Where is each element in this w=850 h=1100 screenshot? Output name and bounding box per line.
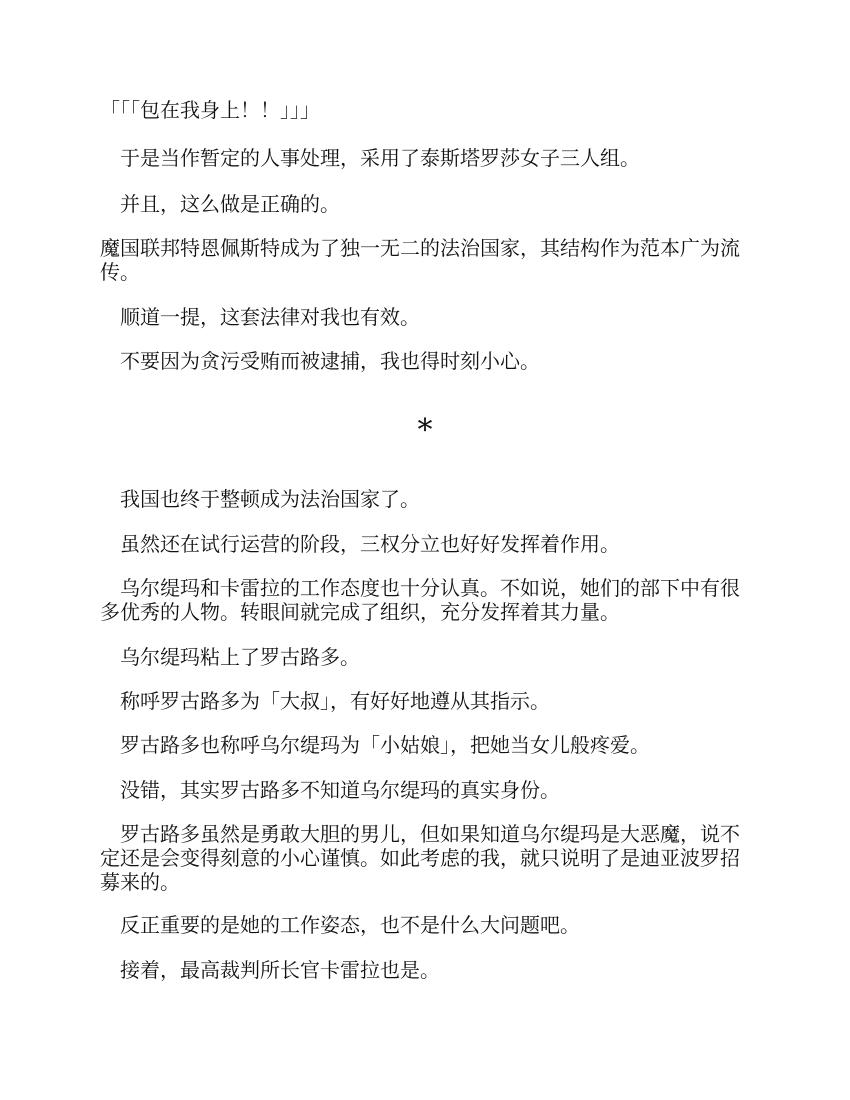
paragraph: 虽然还在试行运营的阶段，三权分立也好好发挥着作用。: [100, 532, 620, 556]
paragraph: 乌尔缇玛和卡雷拉的工作态度也十分认真。不如说，她们的部下中有很多优秀的人物。转眼间就完成了组织，充分发挥着其力量。: [100, 576, 740, 624]
section-divider: *: [417, 413, 433, 448]
paragraph: 不要因为贪污受贿而被逮捕，我也得时刻小心。: [100, 349, 540, 373]
paragraph: 并且，这么做是正确的。: [100, 192, 340, 216]
paragraph: 我国也终于整顿成为法治国家了。: [100, 487, 420, 511]
paragraph: 魔国联邦特恩佩斯特成为了独一无二的法治国家，其结构作为范本广为流传。: [100, 236, 740, 284]
paragraph: 称呼罗古路多为「大叔」，有好好地遵从其指示。: [100, 689, 550, 713]
paragraph: 接着，最高裁判所长官卡雷拉也是。: [100, 958, 440, 982]
paragraph: 顺道一提，这套法律对我也有效。: [100, 305, 420, 329]
paragraph: 反正重要的是她的工作姿态，也不是什么大问题吧。: [100, 913, 580, 937]
paragraph: 没错，其实罗古路多不知道乌尔缇玛的真实身份。: [100, 778, 560, 802]
paragraph: 罗古路多也称呼乌尔缇玛为「小姑娘」，把她当女儿般疼爱。: [100, 733, 650, 757]
paragraph: 于是当作暂定的人事处理，采用了泰斯塔罗莎女子三人组。: [100, 146, 640, 170]
paragraph: 罗古路多虽然是勇敢大胆的男儿，但如果知道乌尔缇玛是大恶魔，说不定还是会变得刻意的小心谨慎。如此考虑的我，就只说明了是迪亚波罗招募来的。: [100, 822, 740, 894]
paragraph: 「「「包在我身上！！」」」: [100, 98, 320, 122]
paragraph: 乌尔缇玛粘上了罗古路多。: [100, 645, 360, 669]
